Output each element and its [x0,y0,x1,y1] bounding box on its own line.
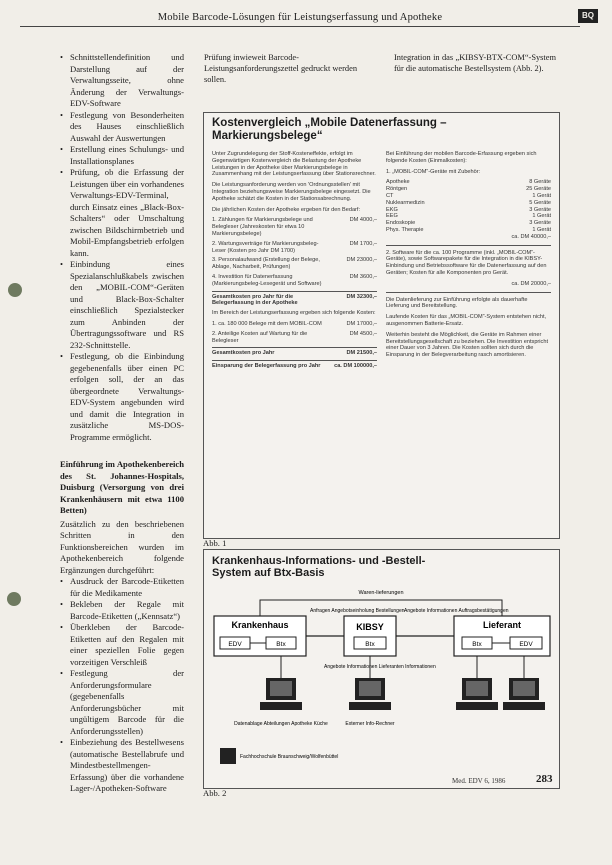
paragraph: Unter Zugrundelegung der Stoff-Kosteneffekte, erfolgt im Gegenwärtigen Kostenvergleich die Belastung der Apotheke Leistungen in der Apotheke über Markierungsbelege in Zusammenhang mit der Leistungserfassung über Stationsrechner. [212,151,376,178]
device-row: Endoskopie 3 Geräte [386,220,551,227]
list-item: • Bekleben der Regale mit Barcode-Etiketten („Kennsatz“) [66,599,184,622]
cost-row: 1. Zählungen für Markierungsbelege und Belegleser (Jahreskosten für etwa 10 Markierungsbelege) DM 4000,– [212,217,377,237]
list-item: • Festlegung von Besonderheiten des Hauses einschließlich Auswahl der Auswertungen [66,110,184,145]
bottom-center-label: Externer Info-Rechner [345,721,395,727]
paragraph: Bei Einführung der mobilen Barcode-Erfassung ergeben sich folgende Kosten (Einmalkosten): [386,151,537,164]
btx-label: Btx [472,641,482,648]
box-left-column [212,151,377,373]
section-heading: Einführung im Apothekenbereich des St. Johannes-Hospitals, Duisburg (Versorgung von drei Krankenhäusern mit etwa 1100 Betten) [60,459,184,515]
figure-caption: Abb. 2 [203,788,227,798]
device-row: Röntgen 25 Geräte [386,186,551,193]
list-item: • Erstellung eines Schulungs- und Installationsplanes [66,144,184,167]
paragraph: Zusätzlich zu den beschriebenen Schritten in den Funktionsbereichen wurden im Apothekenbereich folgende Ergänzungen durchgeführt: [60,518,184,575]
bottom-left-label: Datenablage Abteilungen Apotheke Küche [234,721,328,727]
divider [386,292,551,293]
device-row: Apotheke 8 Geräte [386,179,551,186]
institution-logo-icon [220,748,236,764]
paragraph: 2. Software für die ca. 100 Programme (inkl. „MOBIL-COM“-Geräte), sowie Softwarepakete für die Integration in die KIBSY-Einbindung und Betriebssoftware für die Datenerfassung auf den Geräten; Kosten für alle Komponenten pro Gerät. [386,249,547,276]
paragraph: Integration in das „KIBSY-BTX-COM“-System für die automatische Bestellsystem (Abb. 2). [394,53,556,73]
supplier-label: Lieferant [482,620,522,630]
left-column [60,52,184,795]
system-diagram [204,550,559,788]
list-item: • Prüfung, ob die Erfassung der Leistungen über ein vorhandenes Verwaltungs-EDV-Terminal, durch Einsatz eines „Black-Box-Schalters“ oder Umschaltung zwischen Bildschirmbetrieb und Mobil-Empfangsbetrieb erfolgen kann. [66,167,184,259]
offers-label: Angebote Informationen Auftragsbestätigungen [404,608,509,614]
device-row: Phys. Therapie 1 Gerät [386,226,551,233]
list-item: • Festlegung, ob die Einbindung gegebenenfalls über einen PC erfolgen soll, der an das übergeordnete Verwaltungs-EDV-System angebunden wird und damit die Integration in zusätzliche MS-DOS-Programme ermöglicht. [66,351,184,443]
device-row: Nuklearmedizin 5 Geräte [386,199,551,206]
box-title: Kostenvergleich „Mobile Datenerfassung – Markierungsbelege“ [212,117,447,142]
kibsy-label: KIBSY [356,622,384,632]
institution-label: Fachhochschule Braunschweig/Wolfenbüttel [240,754,339,760]
goods-delivery-label: Waren-lieferungen [358,590,404,596]
list-item: • Ausdruck der Barcode-Etiketten für die Medikamente [66,576,184,599]
paragraph: Die jährlichen Kosten der Apotheke ergeben für den Bedarf: [212,206,361,213]
device-row: EEG 1 Gerät [386,213,551,220]
paragraph: Laufende Kosten für das „MOBIL-COM“-System entstehen nicht, ausgenommen Batterie-Ersatz. [386,314,547,327]
device-total: ca. DM 40000,– [511,233,551,240]
cost-row: 1. ca. 180 000 Belege mit dem MOBIL-COM DM 17000,– [212,320,377,327]
figure-caption: Abb. 1 [203,538,227,548]
list-item: • Einbeziehung des Bestellwesens (automatische Bestellabrufe und Mindestbestellmengen-Erfassung) über die vorhandene Lager-/Apotheken-Software [66,737,184,795]
list-item: • Einbindung eines Spezialanschlußkabels zwischen den „MOBIL-COM“-Geräten und Black-Box-Schalter einschließlich Spezialstecker zum Anbinden der Übertragungssoftware und RS 232-Schnittstelle. [66,259,184,351]
sum-row: Einsparung der Belegerfassung pro Jahr ca. DM 100000,– [212,360,377,370]
binder-hole [8,283,22,297]
paragraph: 1. „MOBIL-COM“-Geräte mit Zubehör: [386,168,481,175]
paragraph: Weiterhin besteht die Möglichkeit, die Geräte im Rahmen einer Bereitstellungsgesellschaft zu beziehen. Die Investition entspricht einer Dauer von 3 Jahren. Die Kosten sollten sich durch die Einsparung in der Belegverarbeitung rasch amortisieren. [386,331,548,359]
cost-row: 2. Wartungsverträge für Markierungsbeleg-Leser (Kosten pro Jahr DM 1700) DM 1700,– [212,240,377,254]
device-row: CT 1 Gerät [386,192,551,199]
divider [386,245,551,246]
list-item: • Festlegung der Anforderungsformulare (gegebenenfalls Anforderungsbücher mit ungültigem Barcode für die Anforderungsstellen) [66,668,184,737]
cost-row: 3. Personalaufwand (Erstellung der Belege, Ablage, Nacharbeit, Prüfungen) DM 23000,– [212,257,377,271]
journal-footer: Med. EDV 6, 1986 [452,777,506,785]
box-right-column [386,151,551,363]
cost-comparison-box [203,112,560,539]
box-title: Krankenhaus-Informations- und -Bestell-System auf Btx-Basis [212,555,426,579]
software-total: ca. DM 20000,– [511,280,551,287]
sum-row: Gesamtkosten pro Jahr für die Belegerfassung in der Apotheke DM 32300,– [212,291,377,308]
system-diagram-box [203,549,560,789]
running-header: Mobile Barcode-Lösungen für Leistungserfassung und Apotheke [20,10,580,27]
hospital-label: Krankenhaus [231,620,289,630]
info-label: Angebote Informationen Lieferanten Informationen [324,664,436,670]
paragraph: Die Datenlieferung zur Einführung erfolgte als dauerhafte Lieferung und Bereitstellung. [386,296,528,310]
device-row: EKG 3 Geräte [386,206,551,213]
cost-row: 4. Investition für Datenerfassung (Markierungsbeleg-Lesegerät und Software) DM 3600,– [212,273,377,287]
paragraph: Prüfung inwieweit Barcode-Leistungsanforderungszettel gedruckt werden sollen. [204,53,358,84]
edv-label: EDV [519,641,533,648]
list-item: • Schnittstellendefinition und Darstellung auf der Verwaltungsseite, ohne Änderung der Verwaltungs-EDV-Software [66,52,184,110]
sum-row: Gesamtkosten pro Jahr DM 21500,– [212,347,377,357]
paragraph: Im Bereich der Leistungserfassung ergeben sich folgende Kosten: [212,310,376,317]
paragraph: Die Leistungsanforderung werden von 'Ordnungsstellen' mit Integration beziehungsweise Markierungsbelege eingesetzt. Die Apotheke schätzt die Kosten in der Stationsabrechnung. [212,182,371,202]
publisher-logo: BQ [578,9,598,23]
binder-hole [7,592,21,606]
page-number: 283 [536,773,553,785]
btx-label: Btx [365,641,375,648]
request-label: Anfragen Angebotseinholung Bestellungen [310,608,405,614]
edv-label: EDV [228,641,242,648]
cost-row: 2. Anteilige Kosten auf Wartung für die Belegleser DM 4500,– [212,330,377,344]
list-item: • Überkleben der Barcode-Etiketten auf den Regalen mit einer speziellen Folie gegen vorzeitigen Verschleiß [66,622,184,668]
btx-label: Btx [276,641,286,648]
